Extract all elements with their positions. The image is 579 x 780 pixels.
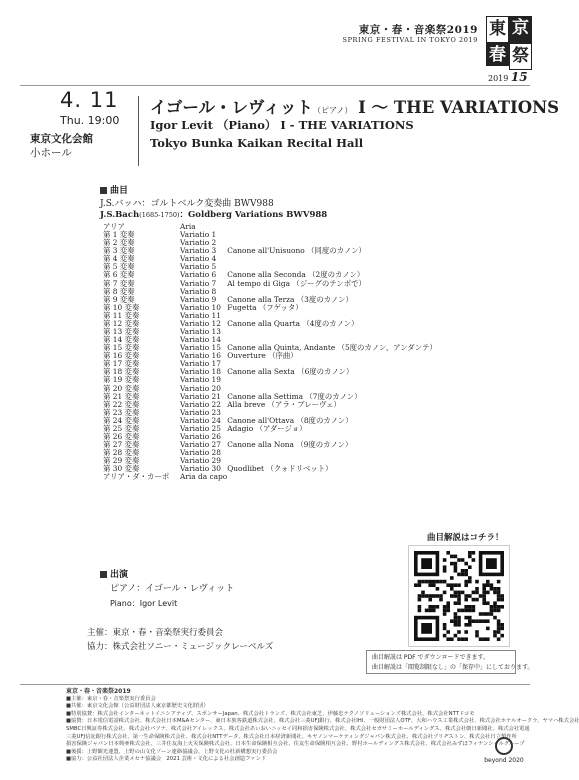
variation-row [103,304,437,312]
program-work-en [100,208,327,220]
variation-en-label: Variatio 12 [180,318,221,328]
variation-note: Canone alla Sexta （6度のカノン） [227,367,354,377]
beyond-2020-logo [478,737,530,764]
variation-note: Canone alla Quarta （4度のカノン） [227,318,359,328]
concert-title-en: Igor Levit （Piano） I - THE VARIATIONS [150,118,414,132]
anniversary-prefix: 2019 [488,74,509,83]
variation-jp-label: 第 5 変奏 [103,262,135,272]
variation-jp-label: 第 3 変奏 [103,246,135,256]
footer-line: ■後援：上野観光連盟、上野の山文化ゾーン連絡協議会、上野文化の杜新構想実行委員会 [66,748,278,755]
variation-note: Canone all'Ottava （8度のカノン） [227,415,353,425]
festival-logo-mark [486,16,532,66]
variation-en-label: Variatio 29 [180,456,221,466]
variation-en-label: Variatio 20 [180,383,221,393]
event-venue-en: Tokyo Bunka Kaikan Recital Hall [150,136,364,150]
variation-row [103,255,437,263]
variation-jp-label: 第 27 変奏 [103,440,140,450]
work-en-title: ：Goldberg Variations BWV988 [179,210,328,220]
variation-jp-label: 第 25 変奏 [103,423,140,433]
variation-note: Canone alla Quinta, Andante （5度のカノン、アンダンテ） [227,343,437,353]
variation-note: Ouverture （序曲） [227,351,298,361]
variation-en-label: Variatio 10 [180,302,221,312]
variation-note: Canone alla Nona （9度のカノン） [227,440,353,450]
variation-jp-label: 第 18 変奏 [103,367,140,377]
variation-jp-label: 第 2 変奏 [103,238,135,248]
variation-en-label: Variatio 8 [180,286,217,296]
variation-en-label: Variatio 3 [180,246,217,256]
anniversary-badge [488,70,528,84]
beyond-circle-icon [495,737,513,755]
info-line-1: 曲目解説は PDF でダウンロードできます。 [372,654,490,661]
variation-jp-label: 第 13 変奏 [103,327,140,337]
variation-en-label: Variatio 13 [180,327,221,337]
variation-row [103,352,437,360]
variation-en-label: Variatio 26 [180,432,221,442]
variations-table [103,223,437,482]
variation-row [103,280,437,288]
variation-en-label: Variatio 28 [180,448,221,458]
variation-row [103,449,437,457]
variation-jp-label: 第 21 変奏 [103,391,140,401]
variation-note: Fugetta （フゲッタ） [227,302,303,312]
footer-line: ■主催：東京・春・音楽祭実行委員会 [66,695,156,702]
logo-char: 春 [489,45,506,65]
footer-line: 東京・春・音楽祭2019 [66,688,131,695]
variation-en-label: Variatio 2 [180,238,217,248]
variation-row [103,223,437,231]
venue-jp-line2: 小ホール [30,147,72,159]
festival-logo-text: 東京・春・音楽祭2019 [358,24,478,36]
variation-en-label: Variatio 25 [180,423,221,433]
event-time: Thu. 19:00 [60,114,120,127]
variation-jp-label: 第 1 変奏 [103,230,135,240]
variation-en-label: Variatio 23 [180,407,221,417]
variation-row [103,473,437,481]
footer-line: SMBC日興証券株式会社、株式会社パソナ、株式会社アイレックス、株式会社あいおいニッセイ同和損害保険株式会社、株式会社セガサミーホールディングス、株式会社朝日新聞社、株式会社電通 [66,725,530,732]
program-notes-label: 曲目解説はコチラ！ [427,533,504,543]
variation-note: Canone alla Terza （3度のカノン） [227,294,353,304]
event-venue-jp [30,132,93,160]
variation-jp-label: 第 6 変奏 [103,270,135,280]
logo-char: 祭 [509,43,532,70]
variation-row [103,247,437,255]
footer-line: 損害保険ジャパン日本興亜株式会社、三井住友海上火災保険株式会社、日本生命保険相互会社、住友生命保険相互会社、野村ホールディングス株式会社、株式会社みずほフィナンシャルグループ [66,741,525,748]
variation-en-label: Variatio 17 [180,359,221,369]
variation-en-label: Variatio 16 [180,351,221,361]
title-jp-piano: （ピアノ） [313,106,353,115]
variation-note [227,231,437,239]
variation-note: Adagio （アダージョ） [227,423,307,433]
performers-heading: 出演 [100,567,128,580]
variation-en-label: Variatio 22 [180,399,221,409]
venue-jp-line1: 東京文化会館 [30,133,93,145]
organizer-cooperation: 協力：株式会社ソニー・ミュージックレーベルズ [87,642,274,652]
variation-note [227,255,437,263]
variation-jp-label: アリア [103,222,125,231]
variation-jp-label: 第 9 変奏 [103,294,135,304]
variation-jp-label: 第 11 変奏 [103,310,140,320]
variation-note [227,449,437,457]
festival-logo-subtitle: SPRING FESTIVAL IN TOKYO 2019 [342,36,478,44]
beyond-label: beyond 2020 [484,757,524,764]
variation-en-label: Variatio 7 [180,278,217,288]
variation-jp-label: 第 29 変奏 [103,456,140,466]
variation-jp-label: 第 19 変奏 [103,375,140,385]
variation-note [227,473,437,481]
variation-note: Canone alla Settima （7度のカノン） [227,391,362,401]
variation-en-label: Variatio 27 [180,440,221,450]
anniversary-number: 15 [510,70,528,84]
variation-jp-label: 第 30 変奏 [103,464,140,474]
variation-jp-label: 第 10 変奏 [103,302,140,312]
variation-note: Alla breve （アラ・ブレーヴェ） [227,399,341,409]
variation-en-label: Variatio 19 [180,375,221,385]
performer-jp: ピアノ：イゴール・レヴィット [110,584,235,594]
variation-jp-label: 第 4 変奏 [103,254,135,264]
variation-row [103,425,437,433]
variation-jp-label: 第 23 変奏 [103,407,140,417]
info-line-2: 曲目解説は「閲覧制限なし」の「保存中」にしております。 [372,664,534,671]
footer-divider [20,684,530,685]
variation-en-label: Variatio 21 [180,391,221,401]
variation-jp-label: 第 26 変奏 [103,432,140,442]
variation-jp-label: 第 20 変奏 [103,383,140,393]
variation-note [227,223,437,231]
download-info-box [366,650,534,674]
variation-row [103,320,437,328]
variation-en-label: Aria [180,222,196,231]
footer-line: ■協力：公益社団法人企業メセナ協議会 2021 芸術・文化による社会創造ファンド [66,756,267,763]
variation-jp-label: 第 12 変奏 [103,318,140,328]
variation-jp-label: 第 8 変奏 [103,286,135,296]
variation-en-label: Variatio 30 [180,464,221,474]
footer-line: 三菱UFJ信託銀行株式会社、第一生命保険株式会社、株式会社NTTデータ、株式会社日本経済新聞社、キヤノンマーケティングジャパン株式会社、株式会社ブリヂストン、株式会社日立製作所 [66,733,517,740]
variation-en-label: Variatio 1 [180,230,217,240]
variation-jp-label: 第 15 変奏 [103,343,140,353]
variation-row [103,231,437,239]
variation-note: Canone alla Seconda （2度のカノン） [227,270,365,280]
variation-note: Canone all'Unisuono （同度のカノン） [227,246,366,256]
work-en-years: (1685-1750) [139,211,180,219]
program-notes-qr-code[interactable] [408,545,510,647]
concert-title-jp [150,94,559,118]
variation-en-label: Variatio 5 [180,262,217,272]
variation-row [103,328,437,336]
variation-en-label: Variatio 15 [180,343,221,353]
variation-note [227,376,437,384]
variation-jp-label: 第 16 変奏 [103,351,140,361]
footer-line: ■特別協賛：株式会社インターネットイニシアティブ、スポンサーJapan、株式会社トランズ、株式会社東芝、伊藤忠テクノソリューションズ株式会社、株式会社NTTドコモ [66,710,475,717]
variation-note: Quodlibet （クォドリベット） [227,464,333,474]
vertical-divider [138,96,139,166]
qr-code-icon [409,546,509,646]
variation-en-label: Variatio 4 [180,254,217,264]
title-jp-suffix: I ～ THE VARIATIONS [352,98,560,117]
variation-jp-label: 第 14 変奏 [103,335,140,345]
variation-jp-label: 第 24 変奏 [103,415,140,425]
organizer-host: 主催：東京・春・音楽祭実行委員会 [87,628,224,638]
logo-char: 京 [512,18,529,38]
variation-en-label: Variatio 18 [180,367,221,377]
variation-en-label: Aria da capo [180,472,228,482]
variation-jp-label: アリア・ダ・カーポ [103,472,170,482]
title-jp-name: イゴール・レヴィット [150,98,314,117]
event-date: 4. 11 [60,88,119,112]
variation-row [103,368,437,376]
variation-en-label: Variatio 11 [180,310,221,320]
variation-jp-label: 第 28 変奏 [103,448,140,458]
program-work-jp: J.S.バッハ：ゴルトベルク変奏曲 BWV988 [100,199,274,209]
program-heading: 曲目 [100,183,128,196]
footer-line: ■共催：東京文化会館（公益財団法人東京都歴史文化財団） [66,703,209,710]
variation-en-label: Variatio 24 [180,415,221,425]
header-divider [20,85,530,86]
variation-en-label: Variatio 6 [180,270,217,280]
variation-jp-label: 第 17 変奏 [103,359,140,369]
performer-en: Piano：Igor Levit [110,599,178,608]
footer-line: ■協賛：日本電信電話株式会社、株式会社日本M&Aセンター、東日本旅客鉄道株式会社、株式会社三菱UFJ銀行、株式会社IHI、一般財団法人OTF、大和ハウス工業株式会社、株式会社ホテルオークラ、ヤマハ株式会社 [66,718,579,725]
variation-jp-label: 第 22 変奏 [103,399,140,409]
variation-en-label: Variatio 9 [180,294,217,304]
work-en-composer: J.S.Bach [100,210,140,220]
variation-row [103,376,437,384]
variation-row [103,401,437,409]
variation-en-label: Variatio 14 [180,335,221,345]
variation-jp-label: 第 7 変奏 [103,278,135,288]
variation-note [227,328,437,336]
logo-char: 東 [486,16,509,43]
variation-note: Al tempo di Giga （ジーグのテンポで） [227,278,366,288]
variation-row [103,441,437,449]
